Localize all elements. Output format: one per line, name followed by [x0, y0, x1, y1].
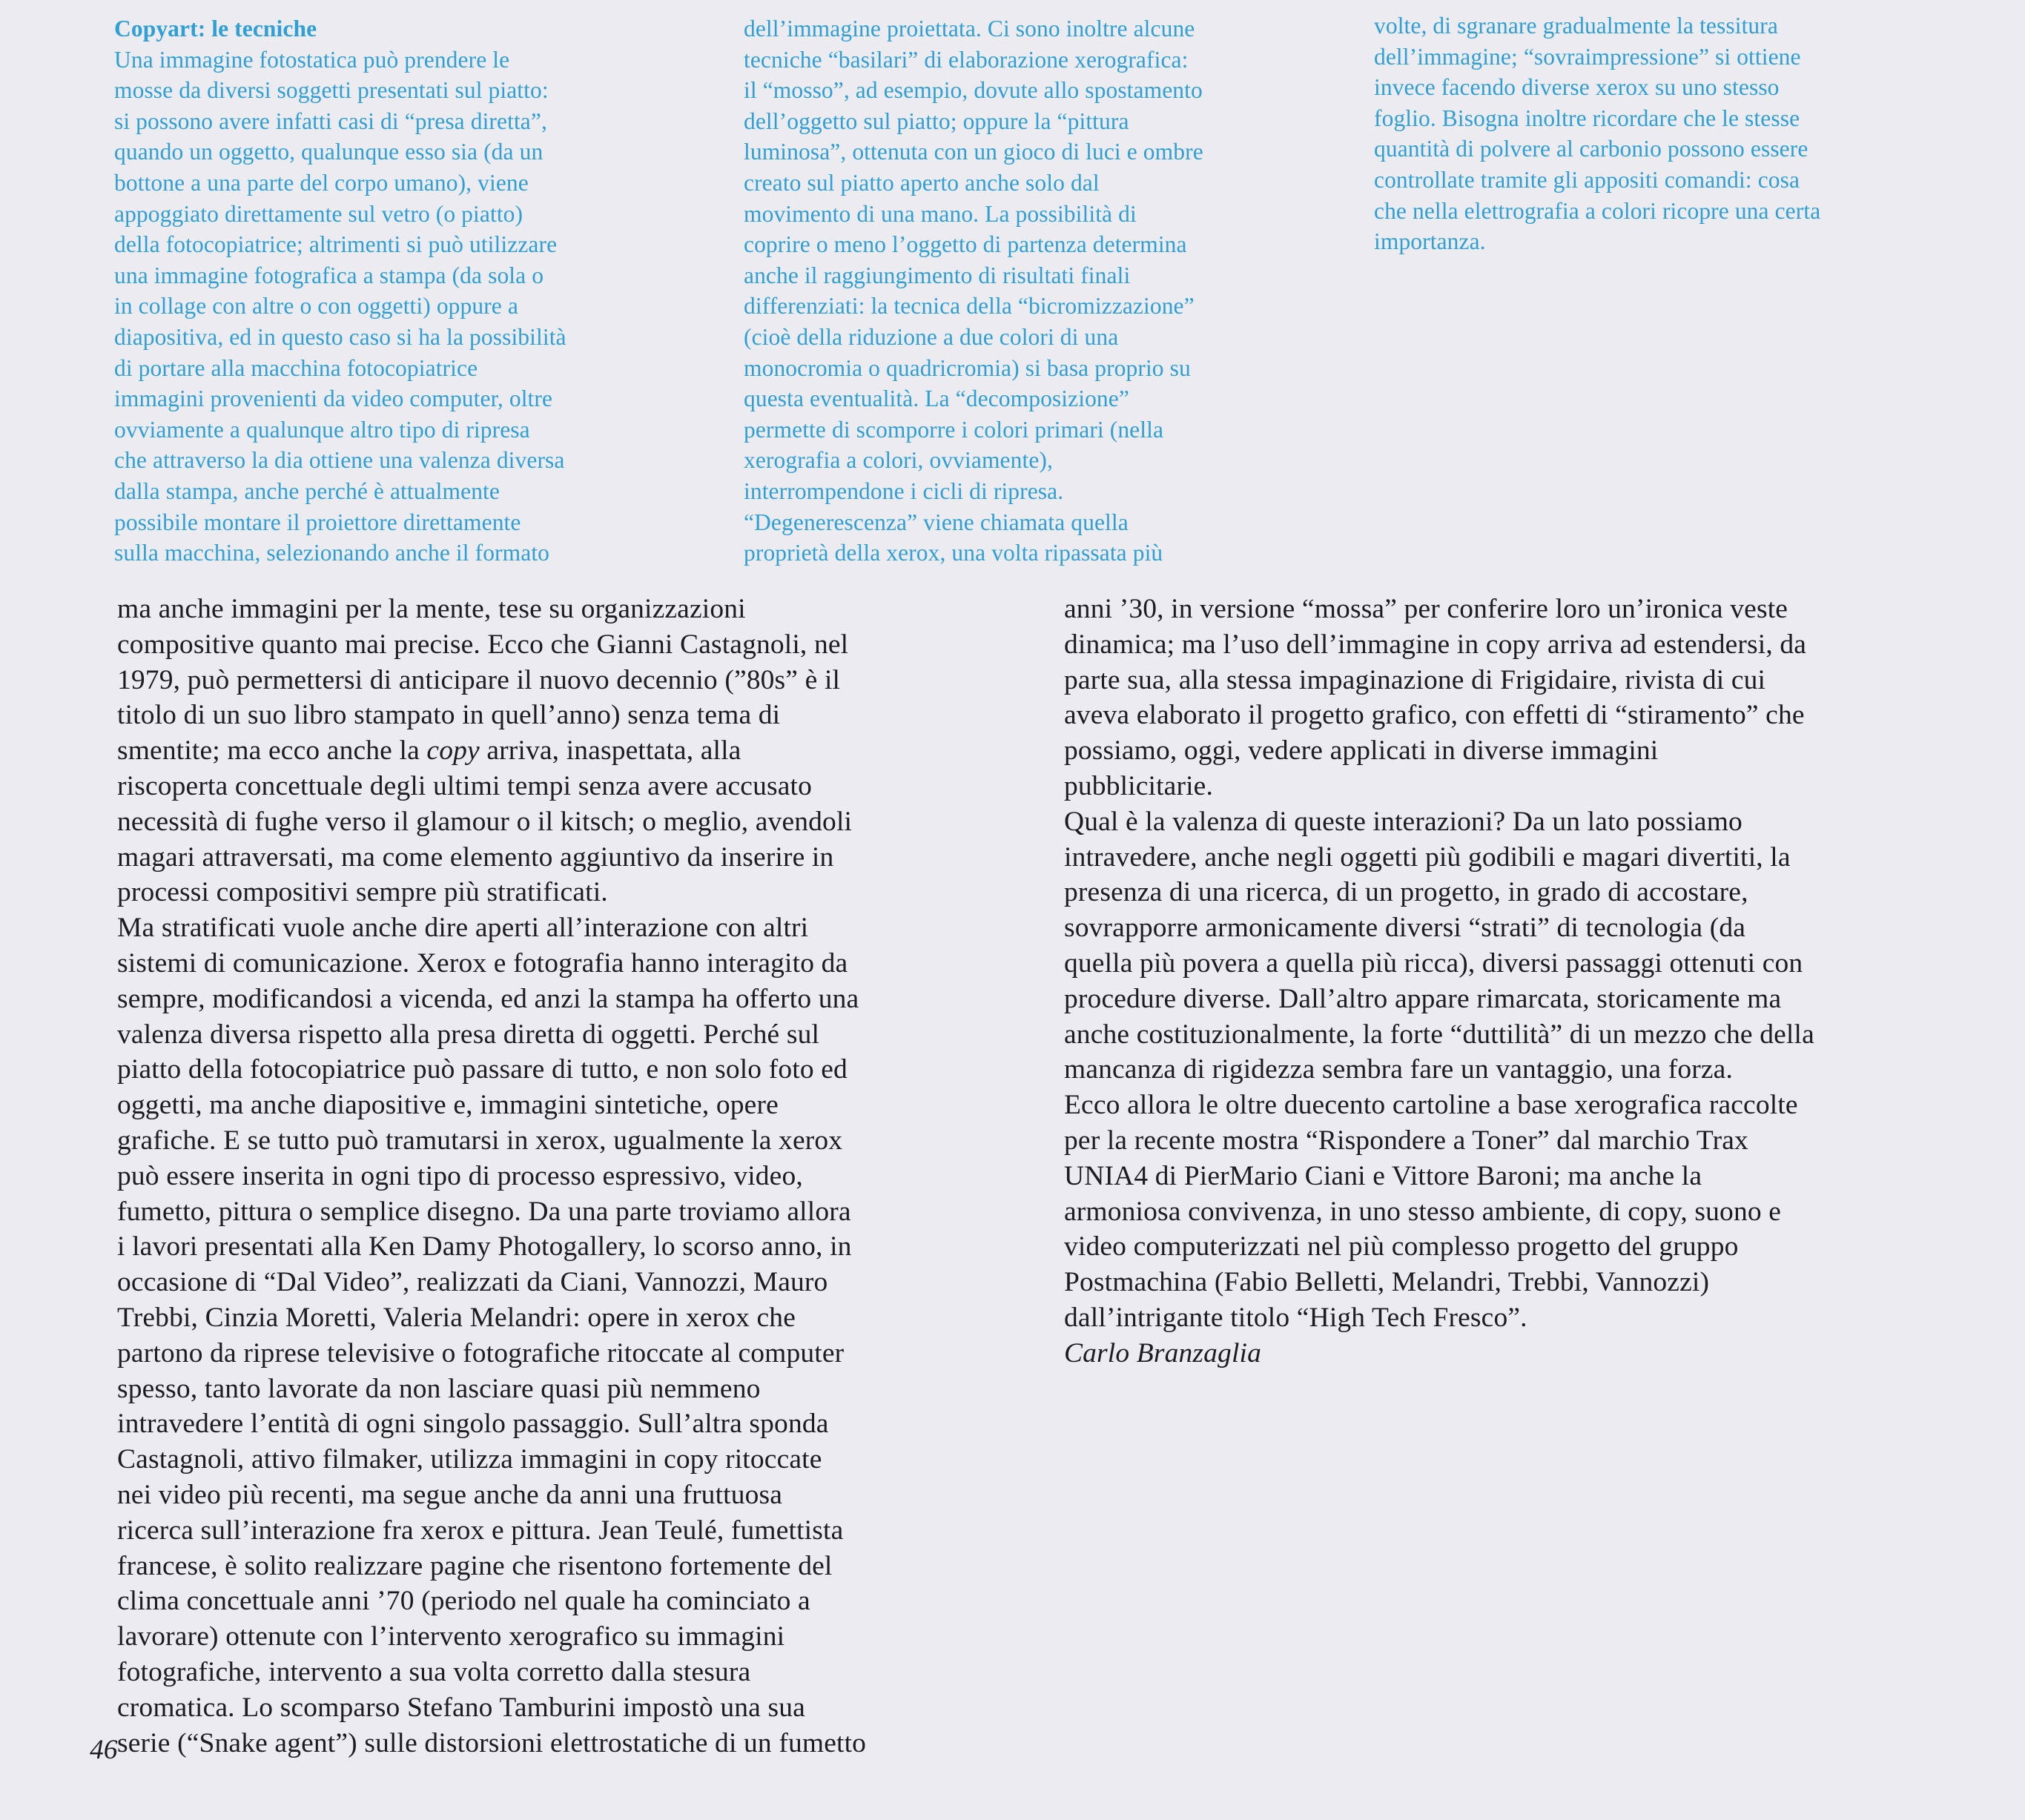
- sidebar-line: “Degenerescenza” viene chiamata quella: [744, 509, 1129, 535]
- article-line: serie (“Snake agent”) sulle distorsioni elettrostatiche di un fumetto: [117, 1727, 867, 1758]
- sidebar-line: il “mosso”, ad esempio, dovute allo spostamento: [744, 77, 1203, 104]
- sidebar-line: dell’immagine; “sovraimpressione” si ottiene: [1374, 43, 1801, 70]
- sidebar-line: quando un oggetto, qualunque esso sia (da un: [114, 139, 544, 165]
- article-line: intravedere l’entità di ogni singolo passaggio. Sull’altra sponda: [117, 1409, 829, 1440]
- article-line: piatto della fotocopiatrice può passare di tutto, e non solo foto ed: [117, 1054, 848, 1085]
- sidebar-line: ovviamente a qualunque altro tipo di ripresa: [114, 416, 530, 443]
- article-line: ma anche immagini per la mente, tese su organizzazioni: [117, 594, 746, 624]
- sidebar-line: invece facendo diverse xerox su uno stesso: [1374, 74, 1780, 101]
- article-line: intravedere, anche negli oggetti più godibili e magari divertiti, la: [1064, 841, 1791, 873]
- article-line: lavorare) ottenute con l’intervento xerografico su immagini: [117, 1621, 785, 1652]
- sidebar-line: controllate tramite gli appositi comandi: cosa: [1374, 166, 1800, 193]
- article-line: Castagnoli, attivo filmaker, utilizza immagini in copy ritoccate: [117, 1444, 822, 1475]
- sidebar-line: si possono avere infatti casi di “presa diretta”,: [114, 107, 547, 134]
- sidebar-line: della fotocopiatrice; altrimenti si può utilizzare: [114, 231, 558, 258]
- sidebar-line: dalla stampa, anche perché è attualmente: [114, 477, 500, 504]
- article-line: pubblicitarie.: [1064, 770, 1213, 801]
- sidebar-column-2: [744, 13, 1203, 569]
- article-line: anni ’30, in versione “mossa” per conferire loro un’ironica veste: [1064, 594, 1788, 624]
- article-line: mancanza di rigidezza sembra fare un vantaggio, una forza.: [1064, 1054, 1733, 1085]
- article-line: titolo di un suo libro stampato in quell’anno) senza tema di: [117, 700, 781, 731]
- page-number: 46: [90, 1735, 118, 1765]
- article-text: smentite; ma ecco anche la: [117, 735, 427, 767]
- copy-italic-word: copy: [426, 735, 480, 767]
- sidebar-line: appoggiato direttamente sul vetro (o piatto): [114, 200, 523, 227]
- article-line: aveva elaborato il progetto grafico, con effetti di “stiramento” che: [1064, 700, 1805, 731]
- article-line: sovrapporre armonicamente diversi “strati” di tecnologia (da: [1064, 913, 1746, 944]
- article-line: procedure diverse. Dall’altro appare rimarcata, storicamente ma: [1064, 983, 1782, 1014]
- sidebar-line: dell’immagine proiettata. Ci sono inoltre alcune: [744, 16, 1195, 42]
- article-line: Ecco allora le oltre duecento cartoline a base xerografica raccolte: [1064, 1090, 1798, 1121]
- article-line: ricerca sull’interazione fra xerox e pittura. Jean Teulé, fumettista: [117, 1515, 844, 1546]
- article-line: parte sua, alla stessa impaginazione di Frigidaire, rivista di cui: [1064, 664, 1766, 695]
- sidebar-line: volte, di sgranare gradualmente la tessitura: [1374, 13, 1778, 39]
- sidebar-line: creato sul piatto aperto anche solo dal: [744, 169, 1100, 196]
- sidebar-line: una immagine fotografica a stampa (da sola o: [114, 262, 544, 288]
- article-line: sempre, modificandosi a vicenda, ed anzi la stampa ha offerto una: [117, 983, 859, 1014]
- sidebar-line: possibile montare il proiettore direttamente: [114, 509, 521, 535]
- author-signature: Carlo Branzaglia: [1064, 1337, 1261, 1369]
- sidebar-line: foglio. Bisogna inoltre ricordare che le stesse: [1374, 105, 1800, 131]
- sidebar-line: xerografia a colori, ovviamente),: [744, 447, 1053, 474]
- sidebar-line: importanza.: [1374, 228, 1486, 255]
- sidebar-line: mosse da diversi soggetti presentati sul piatto:: [114, 77, 549, 104]
- sidebar-column-1: [114, 13, 566, 569]
- article-line: fumetto, pittura o semplice disegno. Da una parte troviamo allora: [117, 1196, 851, 1227]
- sidebar-line: di portare alla macchina fotocopiatrice: [114, 354, 478, 381]
- article-line: Ma stratificati vuole anche dire aperti all’interazione con altri: [117, 913, 809, 944]
- article-line: dinamica; ma l’uso dell’immagine in copy arriva ad estendersi, da: [1064, 629, 1807, 660]
- sidebar-line: bottone a una parte del corpo umano), viene: [114, 169, 529, 196]
- sidebar-title: Copyart: le tecniche: [114, 16, 317, 42]
- article-line: per la recente mostra “Rispondere a Toner” dal marchio Trax: [1064, 1125, 1748, 1156]
- article-line: grafiche. E se tutto può tramutarsi in xerox, ugualmente la xerox: [117, 1125, 843, 1156]
- sidebar-line: in collage con altre o con oggetti) oppure a: [114, 293, 518, 320]
- article-line: i lavori presentati alla Ken Damy Photogallery, lo scorso anno, in: [117, 1231, 852, 1263]
- article-line: video computerizzati nel più complesso progetto del gruppo: [1064, 1231, 1739, 1263]
- article-line: può essere inserita in ogni tipo di processo espressivo, video,: [117, 1160, 803, 1191]
- sidebar-line: tecniche “basilari” di elaborazione xerografica:: [744, 46, 1189, 73]
- article-line: partono da riprese televisive o fotografiche ritoccate al computer: [117, 1337, 845, 1369]
- sidebar-line: diapositiva, ed in questo caso si ha la possibilità: [114, 323, 566, 350]
- article-line: UNIA4 di PierMario Ciani e Vittore Baroni; ma anche la: [1064, 1160, 1702, 1191]
- article-line: magari attraversati, ma come elemento aggiuntivo da inserire in: [117, 841, 834, 873]
- article-line: francese, è solito realizzare pagine che risentono fortemente del: [117, 1550, 833, 1581]
- article-line: spesso, tanto lavorate da non lasciare quasi più nemmeno: [117, 1373, 761, 1404]
- article-line: processi compositivi sempre più stratificati.: [117, 877, 608, 908]
- sidebar-line: dell’oggetto sul piatto; oppure la “pittura: [744, 107, 1129, 134]
- sidebar-line: anche il raggiungimento di risultati finali: [744, 262, 1131, 288]
- article-line: nei video più recenti, ma segue anche da anni una fruttuosa: [117, 1479, 783, 1510]
- sidebar-line: monocromia o quadricromia) si basa proprio su: [744, 354, 1191, 381]
- article-column-left: [117, 592, 866, 1761]
- article-line: occasione di “Dal Video”, realizzati da Ciani, Vannozzi, Mauro: [117, 1267, 828, 1298]
- sidebar-line: che attraverso la dia ottiene una valenza diversa: [114, 447, 565, 474]
- article-line: clima concettuale anni ’70 (periodo nel quale ha cominciato a: [117, 1586, 810, 1617]
- article-line: [117, 733, 866, 769]
- sidebar-line: interrompendone i cicli di ripresa.: [744, 477, 1064, 504]
- sidebar-line: luminosa”, ottenuta con un gioco di luci e ombre: [744, 139, 1203, 165]
- sidebar-line: sulla macchina, selezionando anche il formato: [114, 540, 550, 566]
- article-line: necessità di fughe verso il glamour o il kitsch; o meglio, avendoli: [117, 806, 853, 837]
- article-line: Postmachina (Fabio Belletti, Melandri, Trebbi, Vannozzi): [1064, 1267, 1710, 1298]
- sidebar-line: immagini provenienti da video computer, oltre: [114, 385, 553, 412]
- sidebar-line: proprietà della xerox, una volta ripassata più: [744, 540, 1163, 566]
- article-line: quella più povera a quella più ricca), diversi passaggi ottenuti con: [1064, 947, 1803, 979]
- sidebar-line: movimento di una mano. La possibilità di: [744, 200, 1137, 227]
- sidebar-line: coprire o meno l’oggetto di partenza determina: [744, 231, 1187, 258]
- sidebar-column-3: [1374, 10, 1820, 257]
- article-text: arriva, inaspettata, alla: [479, 735, 741, 767]
- article-line: Qual è la valenza di queste interazioni? Da un lato possiamo: [1064, 806, 1742, 837]
- article-line: anche costituzionalmente, la forte “duttilità” di un mezzo che della: [1064, 1019, 1814, 1050]
- article-line: Trebbi, Cinzia Moretti, Valeria Melandri: opere in xerox che: [117, 1302, 796, 1333]
- article-line: valenza diversa rispetto alla presa diretta di oggetti. Perché sul: [117, 1019, 820, 1050]
- article-line: presenza di una ricerca, di un progetto, in grado di accostare,: [1064, 877, 1748, 908]
- article-line: compositive quanto mai precise. Ecco che Gianni Castagnoli, nel: [117, 629, 849, 660]
- sidebar-line: che nella elettrografia a colori ricopre una certa: [1374, 197, 1821, 224]
- article-line: oggetti, ma anche diapositive e, immagini sintetiche, opere: [117, 1090, 779, 1121]
- sidebar-line: differenziati: la tecnica della “bicromizzazione”: [744, 293, 1195, 320]
- article-line: sistemi di comunicazione. Xerox e fotografia hanno interagito da: [117, 947, 848, 979]
- article-line: riscoperta concettuale degli ultimi tempi senza avere accusato: [117, 770, 813, 801]
- article-line: 1979, può permettersi di anticipare il nuovo decennio (”80s” è il: [117, 664, 841, 695]
- article-line: cromatica. Lo scomparso Stefano Tamburini impostò una sua: [117, 1692, 805, 1723]
- article-line: armoniosa convivenza, in uno stesso ambiente, di copy, suono e: [1064, 1196, 1782, 1227]
- sidebar-line: questa eventualità. La “decomposizione”: [744, 385, 1129, 412]
- sidebar-line: quantità di polvere al carbonio possono essere: [1374, 136, 1808, 162]
- sidebar-line: permette di scomporre i colori primari (nella: [744, 416, 1164, 443]
- sidebar-line: Una immagine fotostatica può prendere le: [114, 46, 510, 73]
- sidebar-line: (cioè della riduzione a due colori di una: [744, 323, 1119, 350]
- article-line: fotografiche, intervento a sua volta corretto dalla stesura: [117, 1656, 751, 1687]
- article-line: possiamo, oggi, vedere applicati in diverse immagini: [1064, 735, 1659, 767]
- article-line: dall’intrigante titolo “High Tech Fresco”.: [1064, 1302, 1527, 1333]
- article-column-right: [1064, 592, 1814, 1371]
